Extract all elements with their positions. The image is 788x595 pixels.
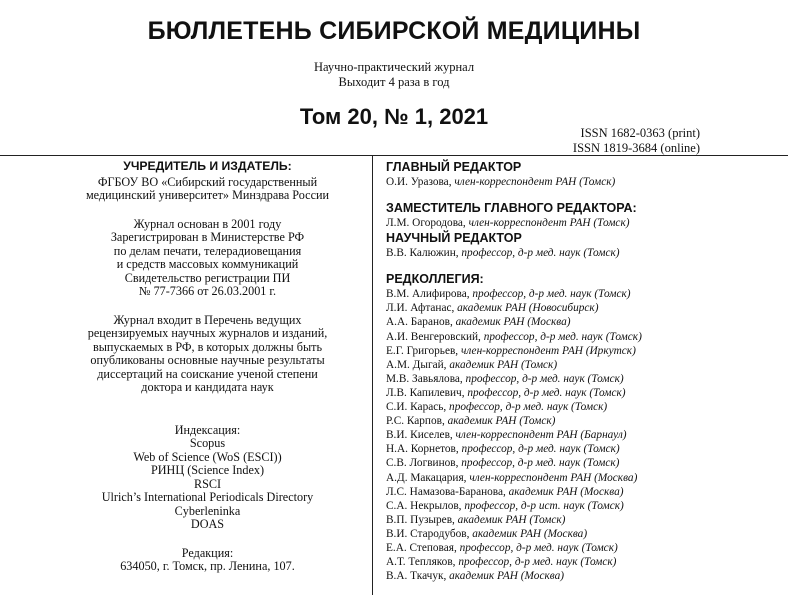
board-member — [386, 414, 786, 428]
person-title: член-корреспондент РАН (Барнаул) — [455, 429, 627, 442]
person-name: С.А. Некрылов, — [386, 499, 465, 512]
person-title: академик РАН (Москва) — [455, 316, 571, 329]
person-name: А.М. Дыгай, — [386, 358, 450, 371]
vak-line: Журнал входит в Перечень ведущих — [113, 312, 302, 327]
indexing-line: РИНЦ (Science Index) — [150, 463, 265, 477]
board-member — [386, 301, 786, 315]
person-name: Н.А. Корнетов, — [386, 443, 462, 456]
editorial-board-list — [386, 287, 786, 583]
header-divider — [0, 155, 788, 156]
person-name: В.И. Киселев, — [386, 429, 456, 442]
indexing-line: Web of Science (WoS (ESCI)) — [133, 449, 282, 464]
person-name: Е.А. Степовая, — [386, 541, 460, 554]
person-name: С.И. Карась, — [386, 401, 450, 414]
person-name: В.П. Пузырев, — [386, 513, 458, 526]
journal-subtitle: Научно-практический журнал — [313, 60, 475, 74]
person-title: академик РАН (Москва) — [449, 570, 564, 583]
deputy-editor — [386, 216, 786, 230]
indexing-line: Cyberleninka — [174, 503, 241, 518]
deputy-editor-heading: ЗАМЕСТИТЕЛЬ ГЛАВНОГО РЕДАКТОРА: — [386, 201, 637, 216]
issn-print: ISSN 1682-0363 (print) — [580, 126, 700, 140]
vak-line: доктора и кандидата наук — [141, 380, 274, 394]
person-title: профессор, д-р мед. наук (Томск) — [449, 401, 608, 414]
board-member — [386, 569, 786, 583]
person-name: С.В. Логвинов, — [386, 457, 462, 470]
person-name: Р.С. Карпов, — [386, 415, 448, 428]
office-line: Редакция: — [181, 545, 234, 560]
person-title: профессор, д-р мед. наук (Томск) — [467, 386, 626, 399]
board-member — [386, 344, 786, 358]
board-member — [386, 330, 786, 344]
volume-issue: Том 20, № 1, 2021 — [299, 104, 489, 129]
registration-line: и средств массовых коммуникаций — [116, 257, 299, 271]
person-title: член-корреспондент РАН (Томск) — [468, 217, 630, 230]
indexing-line: Ulrich’s International Periodicals Directory — [101, 490, 314, 504]
person-title: профессор, д-р ист. наук (Томск) — [464, 499, 624, 512]
board-member — [386, 485, 786, 499]
indexing-line: DOAS — [190, 517, 225, 531]
person-name: Л.С. Намазова-Баранова, — [386, 485, 509, 498]
person-title: профессор, д-р мед. наук (Томск) — [465, 372, 624, 385]
chief-editor-heading: ГЛАВНЫЙ РЕДАКТОР — [386, 160, 522, 174]
person-name: Л.В. Капилевич, — [386, 386, 468, 399]
board-member — [386, 386, 786, 400]
board-member — [386, 400, 786, 414]
registration-line: Свидетельство регистрации ПИ — [124, 270, 291, 285]
chief-editor — [386, 175, 786, 189]
editorial-board-heading: РЕДКОЛЛЕГИЯ: — [386, 272, 484, 287]
board-member — [386, 513, 786, 527]
board-member — [386, 358, 786, 372]
person-name: А.Д. Макацария, — [386, 471, 470, 484]
founder-line: ФГБОУ ВО «Сибирский государственный — [97, 174, 318, 189]
column-divider — [372, 155, 373, 595]
indexing-info — [60, 424, 355, 532]
person-title: академик РАН (Томск) — [457, 513, 566, 526]
person-title: профессор, д-р мед. наук (Томск) — [459, 541, 618, 554]
right-column — [386, 160, 786, 583]
board-member — [386, 315, 786, 329]
board-member — [386, 372, 786, 386]
person-name: А.И. Венгеровский, — [386, 330, 484, 343]
person-name: Е.Г. Григорьев, — [386, 344, 461, 357]
person-name: В.М. Алифирова, — [386, 288, 473, 301]
founder-info — [60, 176, 355, 203]
indexing-line: Индексация: — [174, 422, 241, 437]
person-title: член-корреспондент РАН (Томск) — [454, 176, 616, 188]
registration-line: по делам печати, телерадиовещания — [113, 243, 302, 258]
board-member — [386, 456, 786, 470]
person-name: М.В. Завьялова, — [386, 372, 466, 385]
person-name: В.В. Калюжин, — [386, 247, 462, 260]
person-name: А.А. Баранов, — [386, 316, 456, 329]
issn-online: ISSN 1819-3684 (online) — [572, 141, 700, 155]
person-title: профессор, д-р мед. наук (Томск) — [472, 288, 631, 301]
person-name: Л.М. Огородова, — [386, 217, 469, 230]
board-member — [386, 555, 786, 569]
registration-line: Журнал основан в 2001 году — [133, 216, 282, 231]
board-member — [386, 471, 786, 485]
founder-label: УЧРЕДИТЕЛЬ И ИЗДАТЕЛЬ: — [123, 159, 292, 173]
person-title: академик РАН (Новосибирск) — [457, 302, 599, 315]
editorial-office — [60, 547, 355, 574]
person-title: член-корреспондент РАН (Москва) — [469, 471, 638, 484]
board-member — [386, 442, 786, 456]
journal-title: БЮЛЛЕТЕНЬ СИБИРСКОЙ МЕДИЦИНЫ — [147, 17, 641, 45]
vak-line: рецензируемых научных журналов и изданий, — [87, 326, 328, 340]
board-member — [386, 541, 786, 555]
office-line: 634050, г. Томск, пр. Ленина, 107. — [120, 559, 295, 573]
registration-info — [60, 218, 355, 299]
person-name: А.Т. Тепляков, — [386, 556, 459, 569]
person-title: академик РАН (Томск) — [447, 415, 556, 428]
registration-line: Зарегистрирован в Министерстве РФ — [110, 230, 305, 244]
person-name: В.И. Стародубов, — [386, 527, 473, 540]
person-title: профессор, д-р мед. наук (Томск) — [483, 330, 642, 343]
science-editor-heading: НАУЧНЫЙ РЕДАКТОР — [386, 231, 522, 246]
founder-line: медицинский университет» Минздрава России — [85, 188, 330, 202]
indexing-line: RSCI — [193, 476, 222, 491]
registration-line: № 77-7366 от 26.03.2001 г. — [138, 284, 277, 298]
vak-line: опубликованы основные научные результаты — [90, 353, 325, 367]
vak-line: выпускаемых в РФ, в которых должны быть — [92, 339, 323, 354]
left-column — [60, 160, 355, 574]
person-title: профессор, д-р мед. наук (Томск) — [461, 457, 620, 470]
person-title: профессор, д-р мед. наук (Томск) — [461, 247, 620, 260]
board-member — [386, 527, 786, 541]
indexing-line: Scopus — [189, 436, 226, 450]
person-title: академик РАН (Москва) — [508, 485, 624, 498]
vak-list-info — [60, 314, 355, 395]
person-name: О.И. Уразова, — [386, 176, 455, 188]
person-title: профессор, д-р мед. наук (Томск) — [458, 556, 617, 569]
board-member — [386, 499, 786, 513]
person-title: профессор, д-р мед. наук (Томск) — [461, 443, 620, 456]
board-member — [386, 428, 786, 442]
vak-line: диссертаций на соискание ученой степени — [97, 366, 318, 381]
person-name: В.А. Ткачук, — [386, 570, 450, 583]
publication-frequency: Выходит 4 раза в год — [338, 75, 450, 89]
person-title: академик РАН (Томск) — [449, 358, 558, 371]
science-editor — [386, 246, 786, 260]
person-name: Л.И. Афтанас, — [386, 302, 458, 315]
person-title: академик РАН (Москва) — [472, 527, 588, 540]
board-member — [386, 287, 786, 301]
person-title: член-корреспондент РАН (Иркутск) — [460, 344, 636, 357]
